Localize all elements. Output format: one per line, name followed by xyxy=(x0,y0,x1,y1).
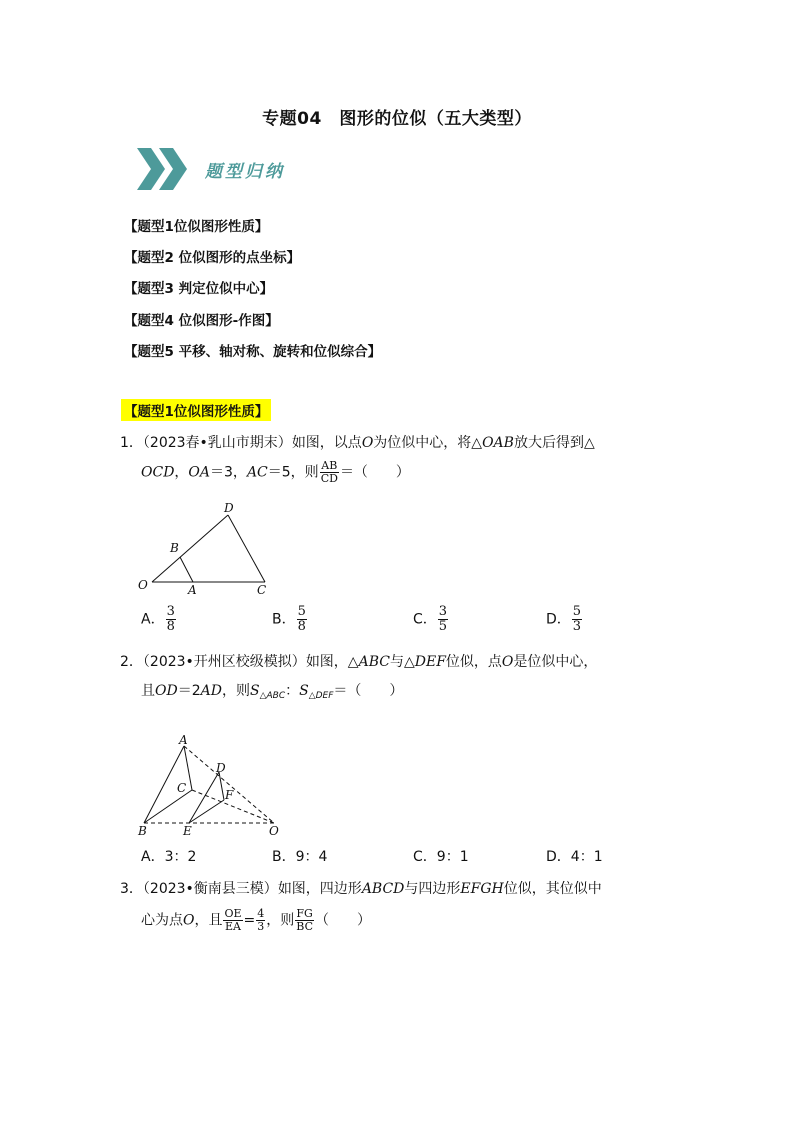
area-subscript: △DEF xyxy=(308,691,334,701)
option-letter: C． xyxy=(413,849,437,865)
area-symbol: S xyxy=(249,683,260,699)
question-text: ＝（ ） xyxy=(333,683,404,699)
question-text: 心为点 xyxy=(141,912,183,929)
question-2-line-2 xyxy=(141,680,403,701)
option-letter: B． xyxy=(272,611,296,628)
quadrilateral-label: EFGH xyxy=(460,881,504,897)
fraction-numerator: 3 xyxy=(166,604,175,619)
point-label-b: B xyxy=(138,824,147,838)
option-fraction xyxy=(297,605,307,634)
fraction-numerator: OE xyxy=(224,907,242,920)
option-fraction xyxy=(166,605,176,634)
segment-label: AC xyxy=(246,464,268,481)
point-label-c: C xyxy=(177,781,187,795)
fraction-denominator: 8 xyxy=(166,619,175,634)
area-subscript: △ABC xyxy=(259,691,286,701)
question-number: 3． xyxy=(120,881,143,897)
fraction-numerator: 5 xyxy=(572,604,582,619)
triangle-label: OCD xyxy=(141,464,175,481)
option-d[interactable] xyxy=(546,846,603,866)
toc-item-2: 【题型2 位似图形的点坐标】 xyxy=(124,250,301,266)
toc-item-3: 【题型3 判定位似中心】 xyxy=(124,281,274,297)
quadrilateral-label: ABCD xyxy=(361,881,405,897)
fraction-numerator: 3 xyxy=(438,604,448,619)
option-b[interactable] xyxy=(272,846,327,866)
question-text: ， xyxy=(174,464,189,481)
triangle-label: OAB xyxy=(482,435,514,451)
option-c[interactable] xyxy=(413,846,469,866)
page-title: 专题04 图形的位似（五大类型） xyxy=(262,109,532,129)
question-text: 如图，以点 xyxy=(291,435,362,451)
option-a[interactable] xyxy=(141,605,177,634)
question-text: 放大后得到△ xyxy=(513,435,595,451)
option-value: 9：4 xyxy=(295,849,328,865)
question-1-line-1 xyxy=(120,432,595,452)
fraction-numerator: 5 xyxy=(297,604,306,619)
option-letter: C． xyxy=(413,611,437,628)
question-text: 如图，△ xyxy=(305,654,359,670)
point-label-a: A xyxy=(179,733,188,747)
point-label-d: D xyxy=(224,501,234,515)
question-text: 位似，点 xyxy=(445,654,502,670)
segment-label: OD xyxy=(155,683,178,699)
question-text: 与△ xyxy=(389,654,415,670)
question-text: 为位似中心，将△ xyxy=(373,435,483,451)
question-text: 如图，四边形 xyxy=(277,881,362,897)
toc-item-1: 【题型1位似图形性质】 xyxy=(124,219,269,235)
question-text: ＝（ ） xyxy=(339,464,410,481)
triangle-label: ABC xyxy=(358,654,390,670)
fraction-denominator: EA xyxy=(225,920,241,933)
option-a[interactable] xyxy=(141,846,196,866)
point-label: O xyxy=(361,435,374,451)
section-tag: 【题型1位似图形性质】 xyxy=(121,399,271,421)
point-label-o: O xyxy=(269,824,279,838)
point-label-e: E xyxy=(183,824,192,838)
option-letter: D． xyxy=(546,611,571,628)
question-1-line-2 xyxy=(141,460,410,485)
point-label-d: D xyxy=(216,761,226,775)
question-source: （2023春•乳山市期末） xyxy=(142,435,292,451)
fraction-numerator: AB xyxy=(321,459,338,472)
fraction-ab-cd xyxy=(320,460,339,485)
option-value: 3：2 xyxy=(164,849,197,865)
toc-item-5: 【题型5 平移、轴对称、旋转和位似综合】 xyxy=(124,344,382,360)
toc-item-4: 【题型4 位似图形-作图】 xyxy=(124,313,279,329)
option-letter: D． xyxy=(546,849,571,865)
question-text: ，则 xyxy=(221,683,250,699)
fraction-numerator: 4 xyxy=(257,907,265,920)
option-letter: A． xyxy=(141,849,165,865)
fraction-denominator: 8 xyxy=(297,619,306,634)
point-label: O xyxy=(183,912,195,929)
fraction-oe-ea xyxy=(223,908,242,933)
question-2-line-1 xyxy=(120,651,597,671)
question-text: = xyxy=(243,912,256,929)
fraction-fg-bc xyxy=(295,908,314,933)
question-text: 位似，其位似中 xyxy=(503,881,602,897)
question-text: ＝2 xyxy=(177,683,201,699)
question-number: 1． xyxy=(120,435,143,451)
option-letter: B． xyxy=(272,849,296,865)
fraction-numerator: FG xyxy=(296,907,313,920)
option-fraction xyxy=(438,605,448,634)
question-text: 是位似中心， xyxy=(513,654,598,670)
option-d[interactable] xyxy=(546,605,583,634)
question-text: ，则 xyxy=(266,912,295,929)
question-source: （2023•开州区校级模拟） xyxy=(142,654,306,670)
option-fraction xyxy=(572,605,582,634)
question-text: ，且 xyxy=(194,912,223,929)
fraction-4-3 xyxy=(256,908,265,933)
point-label-b: B xyxy=(170,541,179,555)
option-letter: A． xyxy=(141,611,165,628)
double-chevron-icon xyxy=(133,144,193,194)
question-text: 且 xyxy=(141,683,155,699)
triangle-label: DEF xyxy=(414,654,446,670)
point-label-f: F xyxy=(225,788,234,802)
option-c[interactable] xyxy=(413,605,449,634)
question-1-figure xyxy=(130,495,280,600)
question-text: 与四边形 xyxy=(404,881,461,897)
segment-label: OA xyxy=(188,464,211,481)
point-label-o: O xyxy=(138,578,148,592)
fraction-denominator: 5 xyxy=(438,619,448,634)
question-number: 2． xyxy=(120,654,143,670)
question-text: ： xyxy=(285,683,300,699)
option-value: 4：1 xyxy=(570,849,603,865)
area-symbol: S xyxy=(299,683,309,699)
question-3-line-1 xyxy=(120,878,602,898)
point-label-a: A xyxy=(188,583,197,597)
question-3-line-2 xyxy=(141,908,371,933)
question-text: （ ） xyxy=(315,912,371,929)
segment-label: AD xyxy=(200,683,222,699)
question-2-figure xyxy=(132,732,292,842)
fraction-denominator: CD xyxy=(320,472,338,485)
option-value: 9：1 xyxy=(436,849,469,865)
point-label-c: C xyxy=(257,583,267,597)
option-b[interactable] xyxy=(272,605,308,634)
banner-label: 题型归纳 xyxy=(205,162,285,182)
question-text: ＝5，则 xyxy=(267,464,319,481)
fraction-denominator: 3 xyxy=(257,920,265,933)
question-source: （2023•衡南县三模） xyxy=(142,881,278,897)
fraction-denominator: 3 xyxy=(572,619,582,634)
question-text: ＝3， xyxy=(210,464,247,481)
fraction-denominator: BC xyxy=(296,920,313,933)
point-label: O xyxy=(501,654,514,670)
